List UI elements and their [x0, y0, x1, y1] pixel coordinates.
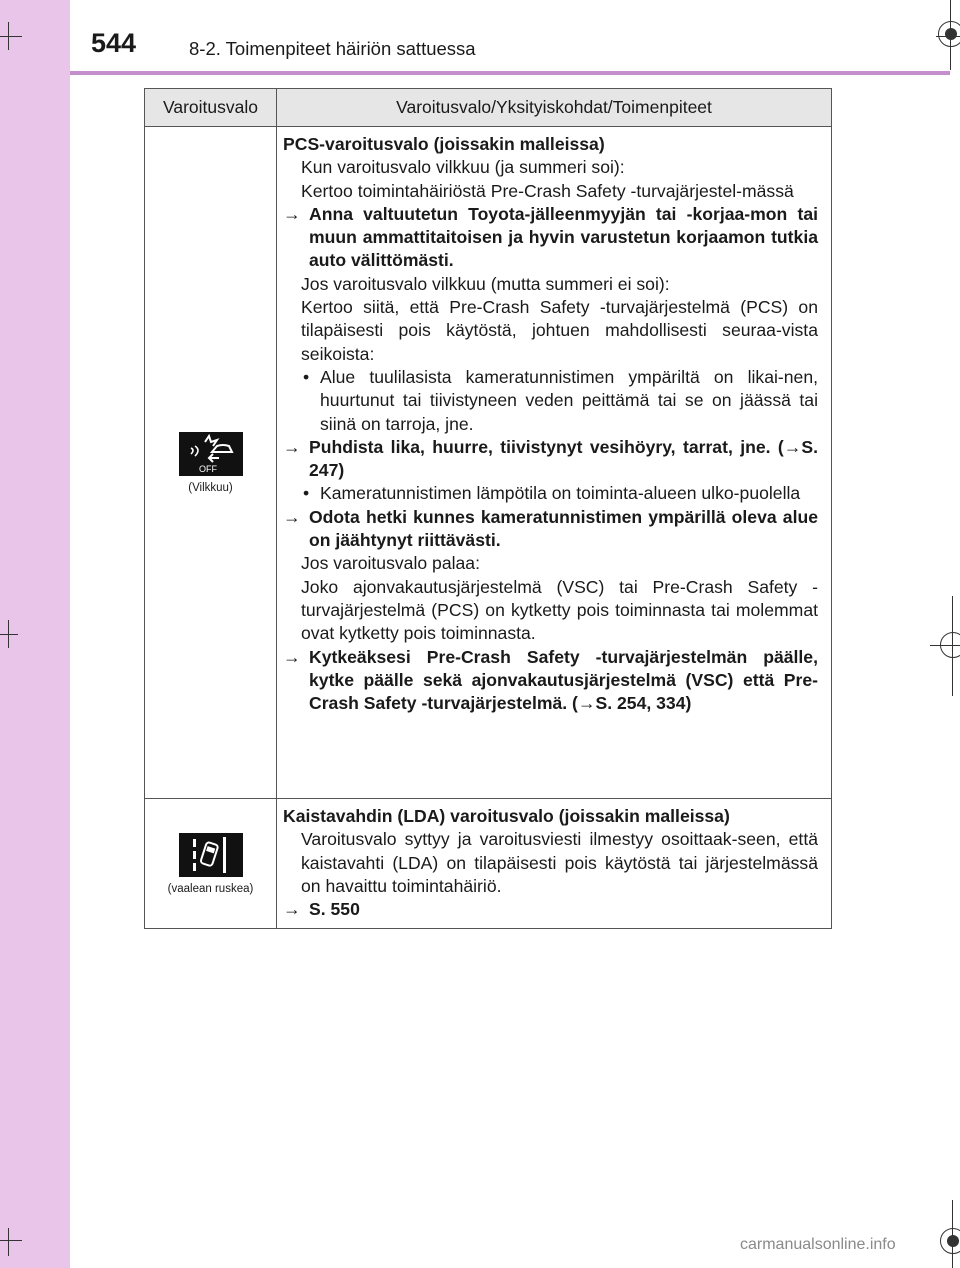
bullet-item: [283, 366, 818, 436]
arrow-icon: →: [283, 506, 301, 527]
bullet-icon: •: [303, 483, 310, 504]
table-row: [145, 127, 832, 799]
column-header-warning-light: Varoitusvalo: [145, 89, 277, 127]
description-text: Kertoo siitä, että Pre-Crash Safety -turvajärjestelmä (PCS) on tilapäisesti pois käytöstä, johtuen mahdollisesti seuraa-vista seikoista:: [301, 297, 818, 364]
registration-line: [952, 1200, 953, 1268]
action-line: [283, 506, 818, 553]
action-line: [283, 436, 818, 483]
action-text: Puhdista lika, huurre, tiivistynyt vesihöyry, tarrat, jne. (→S. 247): [309, 436, 818, 481]
action-line: [283, 203, 818, 273]
table-row: [145, 799, 832, 929]
registration-line: [950, 0, 951, 70]
registration-mark-bottom-right: [940, 1228, 960, 1254]
crop-mark-left-mid: [0, 634, 18, 635]
entry-title: PCS-varoitusvalo (joissakin malleissa): [283, 134, 605, 154]
details-cell: [277, 127, 832, 799]
bullet-icon: •: [303, 366, 310, 387]
column-header-details: Varoitusvalo/Yksityiskohdat/Toimenpiteet: [277, 89, 832, 127]
crop-mark-top-left-v: [8, 22, 9, 50]
registration-mark-top-right: [938, 21, 960, 47]
icon-cell: [145, 799, 277, 929]
watermark: carmanualsonline.info: [740, 1236, 896, 1253]
section-title: 8-2. Toimenpiteet häiriön sattuessa: [189, 38, 476, 59]
crop-mark-bottom-left: [0, 1240, 22, 1241]
header-rule: [70, 71, 950, 75]
svg-text:OFF: OFF: [198, 463, 217, 474]
icon-cell: [145, 127, 277, 799]
description-text: Kertoo toimintahäiriöstä Pre-Crash Safety -turvajärjestel-mässä: [301, 180, 794, 201]
action-text: Anna valtuutetun Toyota-jälleenmyyjän tai -korjaa-mon tai muun ammattitaitoisen ja hyvin varustetun korjaamon tutkia auto välittömästi.: [309, 203, 818, 271]
action-line: [283, 898, 818, 921]
arrow-icon: →: [283, 436, 301, 457]
arrow-icon: →: [283, 203, 301, 224]
action-text: Kytkeäksesi Pre-Crash Safety -turvajärjestelmän päälle, kytke päälle sekä ajonvakautusjärjestelmä (VSC) että Pre-Crash Safety -turvajärjestelmä. (→S. 254, 334): [309, 646, 818, 714]
action-line: [283, 646, 818, 716]
lane-departure-icon: [179, 833, 243, 877]
icon-caption: (vaalean ruskea): [167, 882, 254, 895]
table-header-row: [145, 89, 832, 127]
details-cell: [277, 799, 832, 929]
warning-light-table: [144, 88, 832, 929]
bullet-text: Kameratunnistimen lämpötila on toiminta-alueen ulko-puolella: [320, 483, 801, 504]
crop-mark-bottom-left-v: [8, 1228, 9, 1256]
icon-caption: (Vilkkuu): [188, 481, 233, 494]
action-text: Odota hetki kunnes kameratunnistimen ympärillä oleva alue on jäähtynyt riittävästi.: [309, 506, 818, 551]
condition-text: Jos varoitusvalo palaa:: [301, 553, 480, 574]
arrow-icon: →: [283, 899, 301, 920]
arrow-icon: →: [283, 646, 301, 667]
description-text: Joko ajonvakautusjärjestelmä (VSC) tai Pre-Crash Safety -turvajärjestelmä (PCS) on kytketty pois toiminnasta tai molemmat ovat kytketty pois toiminnasta.: [301, 576, 818, 644]
condition-text: Kun varoitusvalo vilkkuu (ja summeri soi):: [301, 157, 625, 178]
condition-text: Jos varoitusvalo vilkkuu (mutta summeri ei soi):: [301, 273, 670, 294]
description-text: Varoitusvalo syttyy ja varoitusviesti ilmestyy osoittaak-seen, että kaistavahti (LDA) on tilapäisesti pois käytöstä tai järjestelmässä on havaittu toimintahäiriö.: [301, 829, 818, 896]
entry-title: Kaistavahdin (LDA) varoitusvalo (joissakin malleissa): [283, 806, 730, 826]
pcs-off-icon: [179, 432, 243, 476]
crop-mark-top-left: [0, 36, 22, 37]
bullet-text: Alue tuulilasista kameratunnistimen ympäriltä on likai-nen, huurtunut tai tiivistyneen veden peittämä tai se on jäässä tai siinä on tarroja, jne.: [320, 366, 818, 434]
registration-line: [952, 596, 953, 696]
action-text: S. 550: [309, 899, 360, 920]
crop-mark-left-mid-v: [8, 620, 9, 648]
registration-line: [930, 645, 960, 646]
bullet-item: [283, 482, 818, 505]
page-number: 544: [91, 28, 137, 58]
